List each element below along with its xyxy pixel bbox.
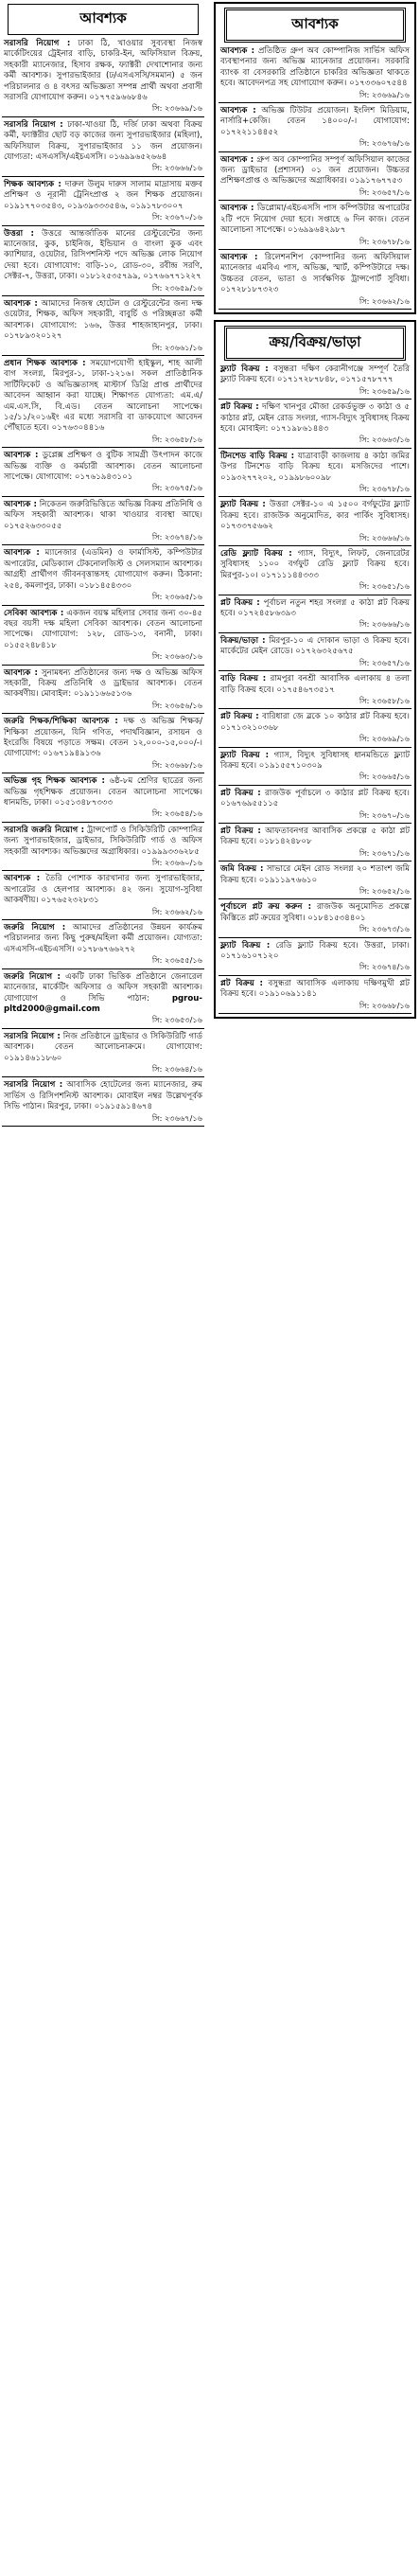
- ad-divider: [2, 665, 204, 666]
- ad-keyword: সরাসরি নিয়োগ :: [4, 1080, 63, 1091]
- ad-reference: সি: ২৩৬৫৬/১৬: [151, 700, 202, 710]
- ad-text: ম্যানেজার (এডমিন) ও ফার্মাসিস্ট, কম্পিউটার অপারেটর, মেডিক্যাল টেকনোলজিস্ট ও সেলসম্যান আবশ্যক। আগ্রহী প্রার্থীগণ জীবনবৃত্তান্তসহ যোগাযোগ করুন। ঠিকানা: ২৫৪, কমলাপুর, ঢাকা। ০১৮১৪৫৪৩৩০: [4, 548, 202, 591]
- ad-reference: সি: ২৩৬৫১/১৬: [359, 581, 410, 592]
- ad-keyword: রেডি ফ্ল্যাট বিক্রয় :: [220, 549, 292, 560]
- classified-ad: [220, 46, 410, 100]
- ad-text: রাজউক অনুমোদিত প্রকল্পে কিস্তিতে প্লট ক্রয়ের সুবিধা। ০১৮৪১৫৩৪৪০১: [220, 902, 410, 923]
- ad-divider: [2, 496, 204, 497]
- ad-keyword: উত্তরা :: [4, 228, 34, 239]
- ad-text: প্রতিষ্ঠিত গ্রুপ অব কোম্পানিজ সার্ভিস অফিস ব্যবস্থাপনার জন্য অভিজ্ঞ ম্যানেজার প্রয়োজন। সরকারি ব্যাংক বা বেসরকারি প্রতিষ্ঠানে চাকরির অভিজ্ঞতা থাকতে হবে। আবেদনপত্র সহ যোগাযোগ করুন। ০১৭৩৩৬০৭৫৪৪: [220, 46, 411, 89]
- ad-text: একজন বয়স্ক মহিলার সেবার জন্য ৩০-৪৫ বছর বয়সী দক্ষ মহিলা সেবিকা আবশ্যক। বেতন আলোচনা সাপেক্ষে। যোগাযোগ: ১২৮, রোড-১৩, বনানী, ঢাকা। ০১৫৫২৪৮৪১৮: [4, 608, 202, 650]
- ad-text: নিকেতন জরুরিভিত্তিতে অভিজ্ঞ বিক্রয় প্রতিনিধি ও অফিস সহকারী আবশ্যক। থাকা খাওয়ার ব্যবস্থা আছে। ০১৭৫২৬৩৩০৫৫: [4, 499, 202, 531]
- right-sale-panel: [214, 320, 416, 1019]
- ad-text: আমাদের প্রতিষ্ঠানের উন্নয়ন কার্যক্রম পরিচালনার জন্য কিছু পুরুষ/মহিলা কর্মী প্রয়োজন। যোগ্যতা: এসএসসি-এইচএসসি। ০১৭৮৬৭৬৬২৭২: [4, 923, 203, 954]
- ad-text: অভিজ্ঞ টিউটর প্রয়োজন। ইংলিশ মিডিয়াম, নার্সারি+কেজি। বেতন ১৪০০০/-। যোগাযোগ: ০১৭২২১১৪৪৫২: [220, 106, 411, 137]
- ad-keyword: আবশ্যক :: [4, 499, 37, 509]
- left-column: [2, 2, 204, 1129]
- ad-text: মিরপুর-১০ এ দোকান ভাড়া ও বিক্রয় হবে। মার্কেটের মেইন রোডে। ০১৭২৬৩২৫৬৭৫: [220, 635, 411, 657]
- ad-reference: সি: ২৩৬৬৩/১৬: [151, 651, 202, 662]
- ad-text: যাত্রাবাড়ী কাজলায় ৪ কাঠা জমির উপর টিনশেড বাড়ি বিক্রয় হবে। মসজিদের পাশে। ০১৯৩২৭৭২০২, ০১৯৯৮৬০০৯৮: [220, 451, 411, 483]
- classified-ad: [4, 299, 202, 353]
- ad-divider: [219, 249, 411, 250]
- ad-reference: সি: ২৩৬৬৭/১৬: [151, 1112, 202, 1123]
- ad-divider: [219, 632, 411, 633]
- ad-text: সাভারে মেইন রোড সংলগ্ন ২০ শতাংশ জমি বিক্রয় হবে। ০১৯১১৯৭৬৬১০: [220, 864, 410, 885]
- ad-divider: [219, 102, 411, 103]
- ad-divider: [2, 713, 204, 714]
- ad-reference: সি: ২৩৬৭০/১৬: [359, 809, 410, 820]
- ad-divider: [219, 708, 411, 709]
- ad-text: দক্ষিণ খানপুর মৌজা রেকর্ডভুক্ত ৩ কাঠা ও ৫ কাঠার প্লট, মেইন রোড সংলগ্ন, গ্যাস-বিদ্যুৎ সুবিধাসহ বিক্রয় হবে। মোবাইল: ০১৭১৯৮৬১৪৪৩: [220, 402, 411, 434]
- ad-reference: সি: ২৩৬৭৬/১৬: [359, 138, 410, 149]
- classified-ad: [4, 548, 202, 602]
- ad-reference: সি: ২৩৬৭৪/১৬: [359, 962, 410, 972]
- ad-divider: [2, 116, 204, 117]
- ad-keyword: সেবিকা আবশ্যক :: [4, 608, 64, 618]
- ad-text: ডুপ্লেক্স প্রশিক্ষণ ও বুটিক সামগ্রী উৎপাদন কাজে অভিজ্ঞ ব্যক্তি ও কর্মচারী আবশ্যক। বেতন আলোচনা সাপেক্ষে। যোগাযোগ: ০১৭৬১৯৪৩১০১: [4, 451, 203, 483]
- left-ads-list: [2, 39, 204, 1127]
- ad-divider: [219, 151, 411, 152]
- ad-divider: [219, 937, 411, 938]
- ad-keyword: আবশ্যক :: [220, 106, 256, 116]
- ad-text: বারিধারা জে ব্লকে ১০ কাঠার প্লট বিক্রয় হবে। ০১৭১৩২১০৩৬৮: [220, 712, 411, 733]
- ad-keyword: আবশ্যক :: [4, 298, 38, 309]
- classified-ad: [220, 598, 410, 631]
- ad-text: আবাসিক হোটেলের জন্য ম্যানেজার, রুম সার্ভিস ও রিসিপশনিস্ট আবশ্যক। মোবাইল নম্বর উল্লেখপূর্বক সিভি পাঠান। মিরপুর, ঢাকা। ০১৯১৫৯১৪৬৭৪: [4, 1080, 202, 1112]
- ad-text: উত্তরে আন্তর্জাতিক মানের রেস্টুরেন্টের জন্য ম্যানেজার, কুক, চাইনিজ, ইন্ডিয়ান ও বাংলা কুক এবং ক্যাশিয়ার, ওয়েটার, রিসিপশনিস্ট পদে অভিজ্ঞ লোক নিয়োগ দেয়া হবে। যোগাযোগ: বাড়ি-১০, রোড-৩০, রবীন্দ্র সরণি, সেক্টর-৭, উত্তরা, ঢাকা। ০১৮১২৫৩৫৭৯৯, ০১৭৬৬৭৭১২২৭: [4, 228, 203, 282]
- classified-ad: [220, 106, 410, 150]
- ad-divider: [2, 544, 204, 545]
- ad-reference: সি: ২৩৬৭০/১৬: [151, 212, 202, 222]
- ad-reference: সি: ২৩৬৭৮/১৬: [359, 484, 410, 493]
- classified-ad: [4, 500, 202, 543]
- ad-reference: সি: ২৩৬৬৩/১৬: [359, 435, 410, 445]
- ad-reference: সি: ২৩৬৬০/১৬: [151, 858, 202, 868]
- ad-text: রেডি ফ্ল্যাট বিক্রয় হবে। উত্তরা, ঢাকা। ০১৭১৬১০৭১২০: [220, 940, 411, 962]
- ad-keyword: প্লট বিক্রয় :: [220, 788, 261, 798]
- classified-ad: [4, 180, 202, 223]
- ad-divider: [2, 822, 204, 823]
- classified-ad: [4, 359, 202, 445]
- ad-keyword: জমি বিক্রয় :: [220, 864, 264, 875]
- ad-keyword: শিক্ষক আবশ্যক :: [4, 179, 61, 189]
- ad-reference: সি: ২৩৬৬৫/১৬: [359, 772, 410, 782]
- classified-ad: [4, 776, 202, 820]
- ad-keyword: আবশ্যক :: [220, 204, 254, 214]
- ad-text: তৈরি পোশাক কারখানার জন্য সুপারভাইজার, অপারেটর ও হেলপার আবশ্যক। ৪২ জন। সুযোগ-সুবিধা আকর্ষণীয়। ০১৭৬৫২৩২৮৩১: [4, 874, 202, 906]
- ad-keyword: সরাসরি নিয়োগ :: [4, 119, 63, 130]
- classified-ad: [220, 549, 410, 593]
- ad-reference: সি: ২৩৬৫৫/১৬: [151, 955, 202, 966]
- ad-text: নিজ প্রতিষ্ঠানে ড্রাইভার ও সিকিউরিটি গার্ড আবশ্যক। বেতন আলোচনাক্রমে। যোগাযোগ: ০১৯১৪৬১১৮৬০: [4, 1031, 202, 1063]
- classified-ad: [220, 500, 410, 543]
- ad-keyword: আবশ্যক :: [220, 252, 258, 262]
- ad-reference: সি: ২৩৬৫৯/১৬: [359, 385, 410, 396]
- ad-keyword: জরুরি নিয়োগ :: [4, 923, 66, 933]
- ad-divider: [219, 1013, 411, 1014]
- right-sale-ads-list: [219, 364, 411, 1014]
- ad-reference: সি: ২৩৬৬৮/১৬: [359, 1000, 410, 1010]
- classified-ad: [220, 674, 410, 706]
- classified-ad: [220, 452, 410, 495]
- ad-keyword: প্লট বিক্রয় :: [220, 978, 263, 988]
- ad-divider: [2, 295, 204, 296]
- ad-keyword: আবশ্যক :: [4, 548, 40, 559]
- ad-text: রিলেশনশিপ কোম্পানির জন্য অফিসিয়াল ম্যানেজার এমবিএ পাস, অভিজ্ঞ, স্মার্ট, কম্পিউটারে দক্ষ। উচ্চতর বেতন, ভাতা ও সার্বক্ষণিক ট্রান্সপোর্ট সুবিধা। ০১৭২৮১৮৭৩২৩: [220, 252, 411, 295]
- ad-divider: [219, 399, 411, 400]
- ad-keyword: ফ্ল্যাট বিক্রয় :: [220, 940, 271, 950]
- ad-reference: সি: ২৩৬৫৭/১৬: [359, 657, 410, 667]
- right-column: [214, 2, 416, 1019]
- ad-reference: সি: ২৩৬৬২/১৬: [151, 906, 202, 916]
- right-top-panel: [214, 2, 416, 314]
- ad-keyword: সরাসরি নিয়োগ :: [4, 39, 71, 48]
- ad-text: দারুল উলুম দারুস সালাম মাদ্রাসায় মক্তব প্রশিক্ষণ ও নূরানী ট্রেনিংপ্রাপ্ত ২ জন শিক্ষক প্রয়োজন। ০১৯১৭৭০৩৫৪৩, ০১৯৩৯৩৩৩৫৪৬, ০১৯১৭৮৩০০৭: [4, 179, 203, 211]
- classified-ad: [220, 204, 410, 247]
- right-header-top: আবশ্যক: [224, 8, 406, 43]
- classified-ad: [220, 751, 410, 783]
- ad-divider: [2, 176, 204, 177]
- ad-divider: [219, 823, 411, 824]
- ad-text: ৬ষ্ঠ-৮ম শ্রেণির ছাত্রের জন্য অভিজ্ঞ গৃহশিক্ষক প্রয়োজন। বেতন আলোচনা সাপেক্ষে। ধানমন্ডি, ঢাকা। ০১৫১৩৪৮৭৩৩৩: [4, 776, 203, 808]
- classified-ad: [4, 229, 202, 293]
- ad-divider: [219, 200, 411, 201]
- classified-ad: [4, 923, 202, 967]
- ad-keyword: আবশ্যক :: [220, 154, 254, 165]
- ad-keyword: আবশ্যক :: [4, 451, 39, 461]
- ad-keyword: প্লট বিক্রয় :: [220, 712, 259, 722]
- classified-ad: [220, 712, 410, 744]
- ad-keyword: জরুরি নিয়োগ :: [4, 971, 61, 982]
- ad-reference: সি: ২৩৬৭৫/১৬: [151, 483, 202, 493]
- classified-ad: [4, 668, 202, 712]
- ad-divider: [219, 545, 411, 546]
- classified-ad: [220, 253, 410, 307]
- ad-divider: [219, 670, 411, 671]
- ad-keyword: টিনশেড বাড়ি বিক্রয় :: [220, 451, 295, 461]
- ad-text: দক্ষ ও অভিজ্ঞ শিক্ষক/শিক্ষিকা প্রয়োজন, যিনি গণিত, পদার্থবিজ্ঞান, রসায়ন ও ইংরেজি বিষয়ে পড়াতে সক্ষম। বেতন ১২,০০০-১৫,০০০/-। যোগাযোগ: ০১৬৭১৯৪৯১৩৬: [4, 717, 202, 759]
- ad-keyword: আবশ্যক :: [220, 46, 255, 56]
- ad-text: ঢাকা-খাওয়া ঠি, দর্জি ঢাকা অথবা বিক্রয় কর্মী, ফ্যাক্টরীর ছোট বড় কাজের জন্য সুপারভাইজার (মহিলা), অফিসিয়াল বিক্রয়, সুপারভাইজার ১১ জন প্রয়োজন। যোগ্যতা: এসএসসি/এইচএসসি। ০১৬৯৯৬৫২৬৬৪: [4, 119, 202, 163]
- ad-text: বসুন্ধরা দক্ষিণ কেরানীগঞ্জে সম্পূর্ণ তৈরি ফ্ল্যাট বিক্রয় হবে। ০১৭১৭২৮৭৮৪৮, ০১৭১৫৭৮৭৭৭: [220, 364, 410, 385]
- ad-divider: [2, 605, 204, 606]
- ad-keyword: সরাসরি জরুরি নিয়োগ :: [4, 825, 85, 835]
- classified-ad: [220, 826, 410, 859]
- ad-text: সুনামধন্য প্রতিষ্ঠানের জন্য দক্ষ ও অভিজ্ঞ অফিস সহকারী, বিক্রয় প্রতিনিধি ও ড্রাইভার আবশ্যক। বেতন আকর্ষণীয়। মোবাইল: ০১৯১১৬৬৫১৩৬: [4, 667, 203, 700]
- classified-ad: [4, 39, 202, 115]
- ad-reference: সি: ২৩৬৬৯/১৬: [359, 734, 410, 744]
- classified-ad: [4, 1080, 202, 1124]
- ad-divider: [2, 1126, 204, 1127]
- ad-reference: সি: ২৩৬৬৯/১৬: [151, 103, 202, 114]
- classified-ad: [220, 902, 410, 934]
- ad-text: পূর্বাচল নতুন শহর সংলগ্ন ৫ কাঠা প্লট বিক্রয় হবে। ০১৭২৪৫৮৬৩৯৩: [220, 597, 411, 619]
- ad-reference: সি: ২৩৬৭৩/১৬: [359, 924, 410, 934]
- ad-reference: সি: ২৩৬৬১/১৬: [151, 342, 202, 352]
- ad-text: একটি ঢাকা ভিত্তিক প্রতিষ্ঠানে জেনারেল ম্যানেজার, মার্কেটিং অফিসার ও অফিস সহকারী আবশ্যক। যোগাযোগ ও সিভি পাঠান:: [4, 971, 202, 1004]
- ad-divider: [2, 1028, 204, 1029]
- ad-text: গ্রুপ অব কোম্পানির সম্পূর্ণ অফিসিয়াল কাজের জন্য ড্রাইভার (প্রশাসন) ০১ জন প্রয়োজন। উচ্চতর প্রশিক্ষণপ্রাপ্ত ও অভিজ্ঞদের অগ্রাধিকার। ০১৯১৭৬৭৭৫৩: [220, 154, 410, 187]
- ad-reference: সি: ২৩৬৭৪/১৬: [151, 532, 202, 542]
- ad-divider: [2, 919, 204, 920]
- ad-divider: [219, 309, 411, 310]
- ad-keyword: পূর্বাচলে প্লট ক্রয় করুন :: [220, 902, 312, 913]
- classified-ad: [4, 717, 202, 771]
- ad-keyword: প্রধান শিক্ষক আবশ্যক :: [4, 358, 86, 368]
- ad-text: ডিপ্লোমা/এইচএসসি পাস কম্পিউটার অপারেটর ২টি পদে নিয়োগ দেয়া হবে। সপ্তাহে ৬ দিন কাজ। বেতন আলোচনা সাপেক্ষে। ০১৬৯৯৬৪২৯৮৭: [220, 204, 410, 236]
- ad-text: বসুন্ধরা আবাসিক এলাকায় দক্ষিণমুখী প্লট বিক্রয় হবে। ০১৯১০৬৯১১৪১: [220, 978, 410, 1000]
- classified-ad: [220, 979, 410, 1011]
- ad-divider: [2, 968, 204, 969]
- ad-divider: [219, 861, 411, 862]
- ad-keyword: আবশ্যক :: [4, 667, 38, 678]
- ad-reference: সি: ২৩৬৭৮/১৬: [359, 236, 410, 246]
- ad-divider: [219, 975, 411, 976]
- ad-divider: [219, 785, 411, 786]
- ad-divider: [219, 448, 411, 449]
- ad-keyword: প্লট বিক্রয় :: [220, 597, 260, 608]
- ad-keyword: ফ্ল্যাট বিক্রয় :: [220, 750, 270, 760]
- classified-ad: [4, 972, 202, 1026]
- classified-ad: [4, 1032, 202, 1075]
- ad-text: আমাদের নিজস্ব হোটেল ও রেস্টুরেন্টের জন্য দক্ষ ওয়েটার, শিক্ষক, অফিস সহকারী, বাবুর্চি ও পরিচ্ছন্নতা কর্মী আবশ্যক। যোগাযোগ: ১৬৬, উত্তর শাহজাহানপুর, ঢাকা। ০১৭৮৯৩২০১২৭: [4, 298, 202, 342]
- ad-text: উত্তরা সেক্টর-১০ এ ১৫০০ বর্গফুটের ফ্ল্যাট বিক্রয় হবে। রাজউক অনুমোদিত, কার পার্কিং সুবিধাসহ। ০১৭৩৩৭৫৬৬২: [220, 500, 410, 532]
- ad-keyword: প্লট বিক্রয় :: [220, 402, 259, 413]
- ad-text: রামপুরা বনশ্রী আবাসিক এলাকায় ৪ তলা বাড়ি বিক্রয় হবে। ০১৭৫৪৬৭৩৫১৭: [220, 674, 411, 695]
- ad-reference: সি: ২৩৬৬৫/১৬: [151, 592, 202, 602]
- ad-reference: সি: ২৩৬৫৩/১৬: [151, 1015, 202, 1025]
- ad-keyword: জরুরি শিক্ষক/শিক্ষিকা আবশ্যক :: [4, 717, 118, 727]
- classifieds-page: [2, 2, 418, 2573]
- classified-ad: [220, 864, 410, 897]
- classified-ad: [4, 609, 202, 663]
- ad-divider: [219, 747, 411, 748]
- classified-ad: [4, 120, 202, 174]
- ad-divider: [2, 225, 204, 226]
- ad-keyword: ফ্ল্যাট বিক্রয় :: [220, 364, 269, 374]
- ad-keyword: প্লট বিক্রয় :: [220, 826, 261, 836]
- ad-text: গ্যাস, বিদ্যুৎ, লিফট, জেনারেটর সুবিধাসহ ১১০০ বর্গফুট রেডি ফ্ল্যাট বিক্রয় হবে। মিরপুর-১০। ০১৭১১১৪৪৩৩৩: [220, 549, 410, 580]
- ad-text: সময়োপযোগী হাইস্কুল, শাহ আলী বাগ সংলগ্ন, মিরপুর-১, ঢাকা-১২১৬। সকল প্রাতিষ্ঠানিক সার্টিফিকেট ও অভিজ্ঞতাসহ মাস্টার্স ডিগ্রি প্রাপ্ত প্রার্থীদের আবেদন আহ্বান করা যাচ্ছে। শিক্ষাগত যোগ্যতা: এম.এ/এম.এস.সি, বি.এড। বেতন আলোচনা সাপেক্ষে। ১৫/১১/২০১৬ইং এর মধ্যে সরাসরি বা ডাকযোগে আবেদন পৌঁছাতে হবে। ০১৭৬৩০৪৪১৬: [4, 358, 202, 434]
- left-header: আবশ্যক: [8, 4, 199, 35]
- ad-keyword: অভিজ্ঞ গৃহ শিক্ষক আবশ্যক :: [4, 776, 105, 787]
- classified-ad: [220, 636, 410, 668]
- ad-reference: সি: ২৩৬৬৬/১৬: [359, 532, 410, 542]
- ad-reference: সি: ২৩৬৬৯/১৬: [359, 89, 410, 99]
- ad-reference: সি: ২৩৬৫৮/১৬: [359, 695, 410, 705]
- ad-keyword: সরাসরি নিয়োগ :: [4, 1031, 61, 1041]
- ad-reference: সি: ২৩৬৬৪/১৬: [151, 1063, 202, 1074]
- classified-ad: [220, 402, 410, 446]
- classified-ad: [220, 155, 410, 199]
- ad-reference: সি: ২৩৬৬৬/১৬: [151, 163, 202, 173]
- classified-ad: [4, 451, 202, 494]
- classified-ad: [220, 789, 410, 821]
- ad-reference: সি: ২৩৬৬২/১৬: [359, 295, 410, 306]
- ad-text: ট্রান্সপোর্ট ও সিকিউরিটি কোম্পানির জন্য সুপারভাইজার, ড্রাইভার, সিকিউরিটি গার্ড ও অফিস সহকারী আবশ্যক। অভিজ্ঞদের অগ্রাধিকার। ০১৯৯৯৩৩৬২৮৫: [4, 825, 203, 857]
- ad-divider: [219, 898, 411, 899]
- ad-keyword: আবশ্যক :: [4, 874, 41, 884]
- classified-ad: [4, 826, 202, 869]
- ad-text: ঢাকা ঠি, খাওয়ার সুব্যবস্থা নিজস্ব মার্কেটিংয়ের ট্রেইনার বাড়ি, চাকরি-ইন, অফিসিয়াল বিক্রয়, সহকারী ম্যানেজার, হিসাব রক্ষক, ফ্যাক্টরী দেখাশোনার জন্য কর্মী আবশ্যক। সুপারভাইজার (ঢ/এসএসসি/সমমান) ৫ জন পরিচালনার ও ৪ বৎসর অভিজ্ঞতা সম্পন্ন প্রার্থী অথবা প্রবাসী সরাসরি যোগাযোগ করুন। ০১৭৭৫৯৬৬৮৪৬: [4, 39, 202, 103]
- ad-reference: সি: ২৩৬৭১/১৬: [359, 847, 410, 858]
- ad-divider: [219, 496, 411, 497]
- ad-keyword: বিক্রয়/ভাড়া :: [220, 635, 266, 646]
- ad-reference: সি: ২৩৬৬৬/১৬: [359, 619, 410, 630]
- classified-ad: [220, 941, 410, 973]
- ad-keyword: ফ্ল্যাট বিক্রয় :: [220, 500, 266, 510]
- classified-ad: [4, 874, 202, 917]
- ad-text: আফতাবনগর আবাসিক প্রকল্পে ৫ কাঠা প্লট বিক্রয় হবে। ০১৮১৪২৪৮০৮: [220, 826, 411, 847]
- ad-divider: [2, 870, 204, 871]
- ad-divider: [2, 355, 204, 356]
- ad-text: গ্যাস, বিদ্যুৎ সুবিধাসহ ধানমন্ডিতে ফ্ল্যাট বিক্রয় হবে। ০১৯১৫৫৭১০৩০৯: [220, 750, 411, 771]
- classified-ad: [220, 364, 410, 397]
- ad-reference: সি: ২৩৬৫৮/১৬: [151, 434, 202, 444]
- ad-divider: [2, 447, 204, 448]
- ad-reference: সি: ২৩৬৫৭/১৬: [359, 187, 410, 197]
- right-top-ads-list: [219, 46, 411, 310]
- right-header-sale: ক্রয়/বিক্রয়/ভাড়া: [224, 326, 406, 361]
- ad-keyword: বাড়ি বিক্রয় :: [220, 674, 267, 684]
- ad-reference: সি: ২৩৬৬৮/১৬: [151, 759, 202, 770]
- ad-reference: সি: ২৩৬৫৪/১৬: [151, 808, 202, 819]
- ad-divider: [2, 1076, 204, 1077]
- ad-reference: সি: ২৩৬৫৯/১৬: [151, 282, 202, 293]
- ad-reference: সি: ২৩৬৫২/১৬: [359, 886, 410, 896]
- ad-text: রাজউক পূর্বাচলে ৩ কাঠার প্লট বিক্রয় হবে। ০১৬৭৬৯৫৫১১৫: [220, 788, 411, 809]
- ad-email[interactable]: pgrou-pltd2000@gmail.com: [4, 993, 202, 1014]
